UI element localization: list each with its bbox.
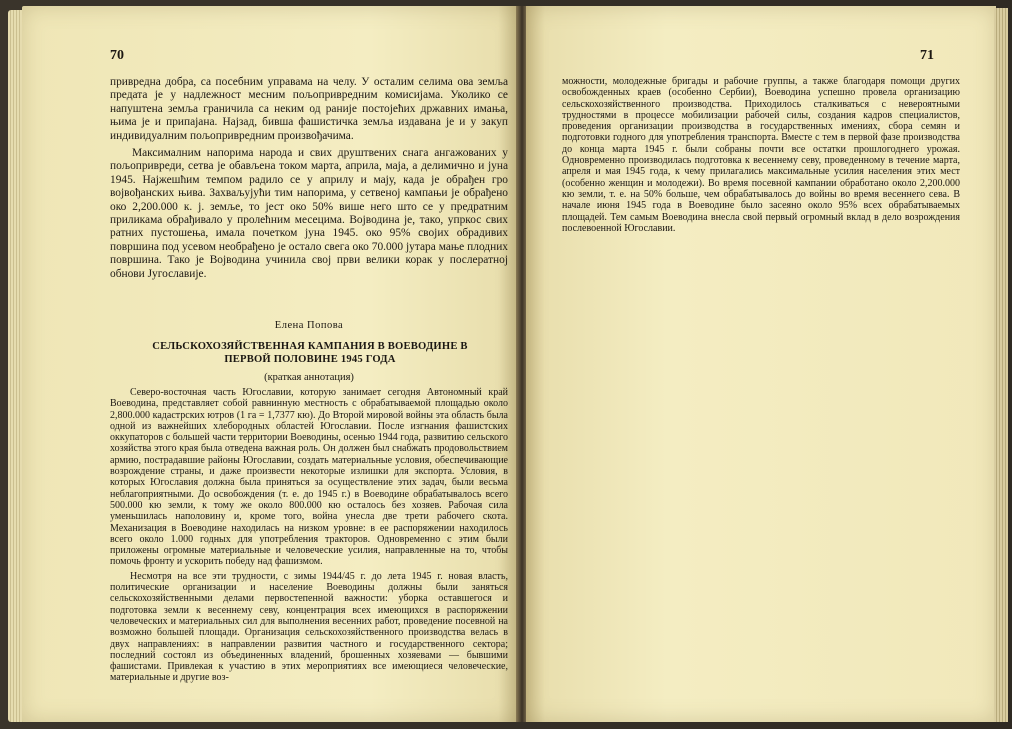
article-title: СЕЛЬСКОХОЗЯЙСТВЕННАЯ КАМПАНИЯ В ВОЕВОДИНЕ В ПЕРВОЙ ПОЛОВИНЕ 1945 ГОДА bbox=[152, 341, 468, 365]
left-page bbox=[22, 6, 518, 722]
paragraph: Максималним напорима народа и свих друштвених снага ангажованих у пољопривреди, сетва је обављена током марта, априла, маја, а делимично и јуна 1945. Најжешћим темпом радило се у априлу и мају, када је обрађен гро војвођанских њива. Захваљујући тим напорима, у сетвеној кампањи је обрађено око 2,200.000 к. j. земље, то јест око 50% више него што се у предратним приликама обрађивало у пролећним месецима. Војводина је, тако, упркос свих ратних пустошења, имала почетком јуна 1945. око 95% својих обрадивих површина под усевом необрађено је остало свега око 70.000 јутара мање плодних површина. Тако је Војводина учинила свој први велики корак у послератној обнови Југославије. bbox=[110, 147, 508, 280]
page-number: 70 bbox=[110, 48, 124, 63]
main-text bbox=[562, 76, 960, 238]
summary-paragraph: Северо-восточная часть Югославии, которую занимает сегодня Автономный край Воеводина, представляет собой равнинную местность с обрабатываемой площадью около 2,800.000 кадастрских ютров (1 га = 1,7377 кю). До Второй мировой войны эта область была одной из важнейших хлебородных областей Югославии. После изгнания фашистских оккупаторов с большей части территории Воеводины, осенью 1944 года, развитию сельского хозяйства этого края была отведена важная роль. Он должен был снабжать продовольствием армию, пострадавшие районы Югославии, создать материальные условия, обеспечивающие возрождение страны, и даже произвести некоторые излишки для экспорта. Условия, в которых Югославия должна была приняться за осуществление этих задач, были весьма неблагоприятными. До освобождения (т. е. до 1945 г.) в Воеводине обрабатывалось всего 500.000 кю земли, к тому же около 800.000 кю осталось без хозяев. Рабочая сила уменьшилась наполовину и, кроме того, война унесла две трети рабочего скота. Механизация в Воеводине находилась на низком уровне: в ее распоряжении находилось всего около 1.000 годных для употребления тракторов. Одновременно с этим были приложены огромные материальные и человеческие усилия, направленные на то, чтобы помочь фронту и ускорить победу над фашизмом. bbox=[110, 387, 508, 568]
right-page bbox=[526, 6, 996, 722]
article-author: Елена Попова bbox=[274, 320, 344, 331]
paragraph: привредна добра, са посебним управама на челу. У осталим селима ова земља предата је у надлежност месним пољопривредним комисијама. Уколико се напуштена земља граничила са неким од раније постојећих државних имања, њима је и припајана. Најзад, бивша фашистичка земља издавана је и у закуп индивидуалним пољопривредним произвођачима. bbox=[110, 76, 508, 142]
right-page-stack-edge bbox=[994, 8, 1008, 722]
main-text bbox=[110, 76, 508, 285]
summary-text bbox=[110, 387, 508, 687]
article-subtitle: (краткая аннотация) bbox=[264, 372, 354, 383]
paragraph: можности, молодежные бригады и рабочие группы, а также благодаря помощи других освобожденных краев (особенно Сербии), Воеводина успешно провела организацию сельскохозяйственного производства. Приходилось сталкиваться с невероятными трудностями в процессе мобилизации рабочей силы, создания кадров специалистов, проведения организации производства в государственных имениях, сбора семян и подготовки годного для употребления транспорта. Вместе с тем в первой фазе производства до конца марта 1945 г. были собраны почти все остатки прошлогоднего урожая. Одновременно производилась подготовка к весеннему севу, проведенному в течение марта, апреля и мая 1945 года, к чему прилагались максимальные усилия населения этих мест (особенно женщин и молодежи). Во время посевной кампании обработано около 2,200.000 кю земли, т. е. на 50% больше, чем обрабатывалось до войны во время весеннего сева. В начале июня 1945 года в Воеводине было засеяно около 95% всех обрабатываемых площадей. Тем самым Воеводина внесла свой первый огромный вклад в дело возрождения послевоенной Югославии. bbox=[562, 76, 960, 234]
page-number: 71 bbox=[920, 48, 934, 63]
summary-paragraph: Несмотря на все эти трудности, с зимы 1944/45 г. до лета 1945 г. новая власть, политические организации и население Воеводины должны были заняться сельскохозяйственными делами первостепенной важности: уборка оставшегося и подготовка земли к весеннему севу, концентрация всех имеющихся в распоряжении человеческих и материальных сил для выполнения весенних работ, проведение посевной на возможно большей площади. Организация сельскохозяйственного производства велась в двух направлениях: в направлении развития частного и государственного сектора; последний состоял из объединенных владений, брошенных хозяевами — бывшими фашистами. Привлекая к участию в этих мероприятиях все имеющиеся человеческие, материальные и другие воз- bbox=[110, 570, 508, 684]
